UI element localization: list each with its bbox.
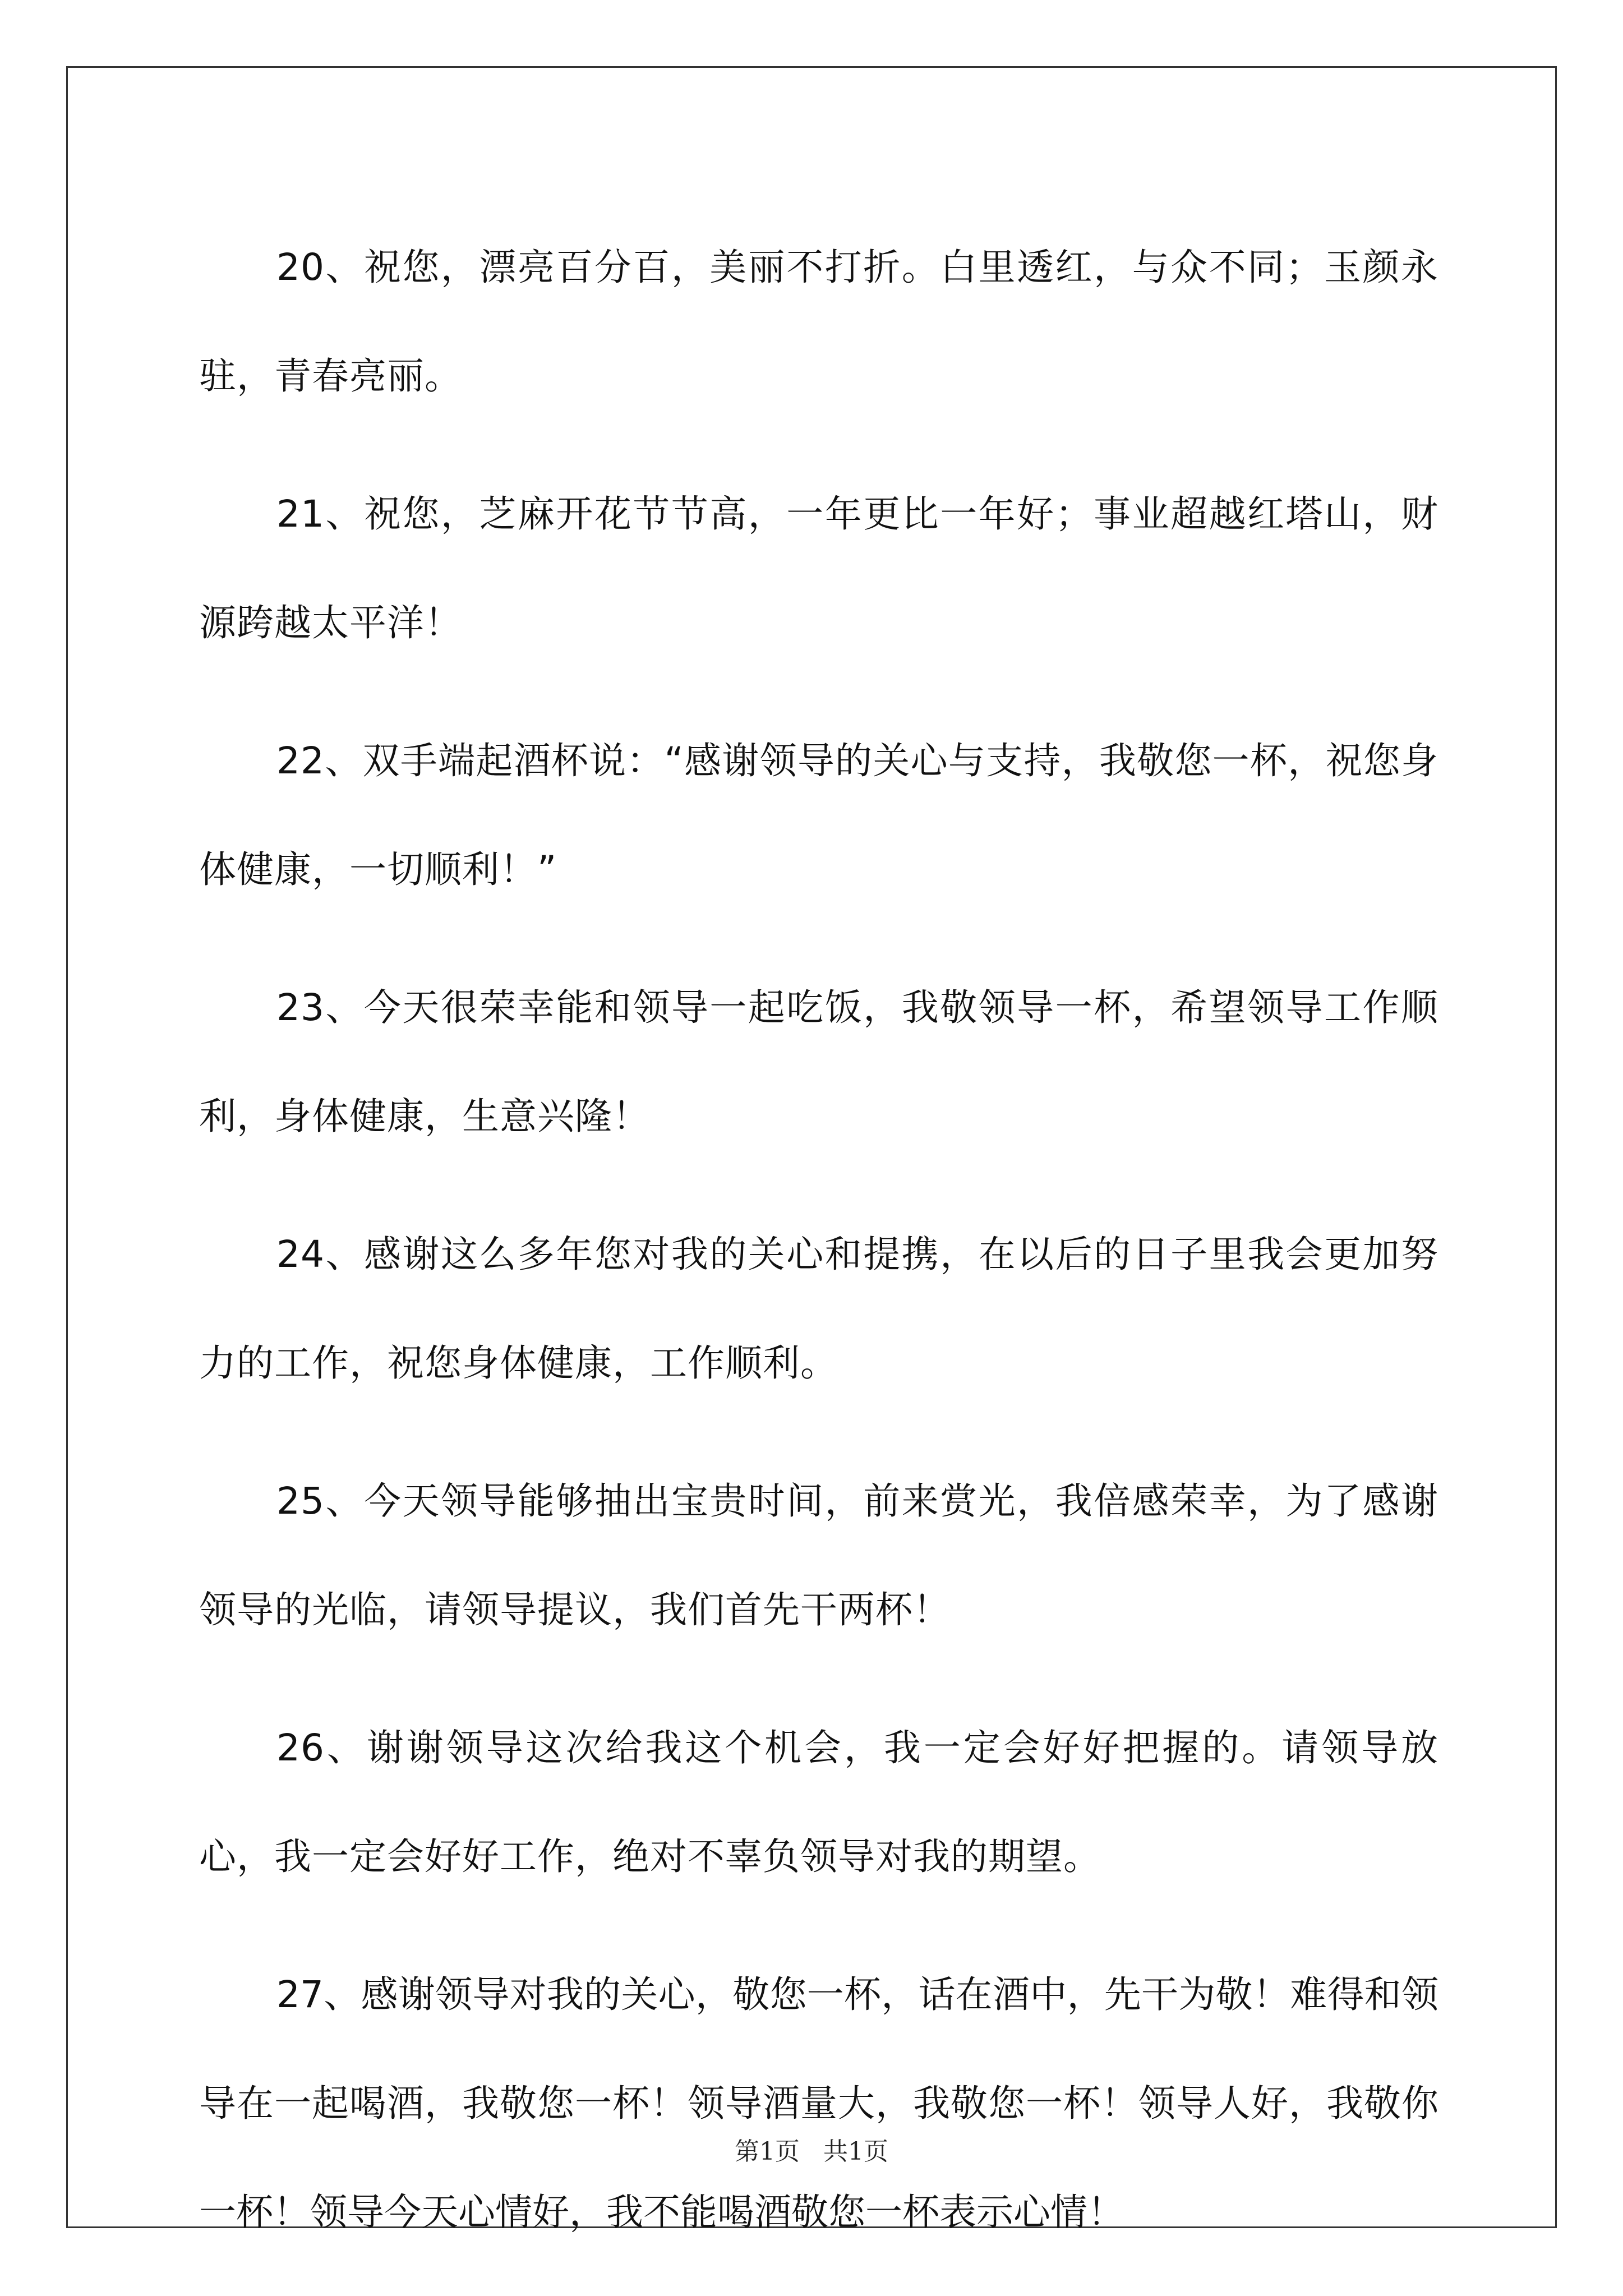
page-footer	[0, 2131, 1623, 2167]
paragraph-24: 24、感谢这么多年您对我的关心和提携，在以后的日子里我会更加努力的工作，祝您身体健康，工作顺利。	[199, 1233, 1438, 1385]
paragraph-26: 26、谢谢领导这次给我这个机会，我一定会好好把握的。请领导放心，我一定会好好工作，绝对不辜负领导对我的期望。	[199, 1726, 1438, 1878]
document-body	[199, 213, 1438, 2296]
paragraph-20: 20、祝您，漂亮百分百，美丽不打折。白里透红，与众不同；玉颜永驻，青春亮丽。	[199, 246, 1438, 398]
page-total: 共1页	[823, 2137, 888, 2166]
paragraph-22: 22、双手端起酒杯说：“感谢领导的关心与支持，我敬您一杯，祝您身体健康，一切顺利！”	[199, 739, 1438, 891]
paragraph-27: 27、感谢领导对我的关心，敬您一杯，话在酒中，先干为敬！难得和领导在一起喝酒，我敬您一杯！领导酒量大，我敬您一杯！领导人好，我敬你一杯！领导今天心情好，我不能喝酒敬您一杯表示心情！	[199, 1973, 1438, 2234]
page-number: 第1页	[735, 2137, 800, 2166]
paragraph-23: 23、今天很荣幸能和领导一起吃饭，我敬领导一杯，希望领导工作顺利，身体健康，生意兴隆！	[199, 986, 1438, 1138]
paragraph-25: 25、今天领导能够抽出宝贵时间，前来赏光，我倍感荣幸，为了感谢领导的光临，请领导提议，我们首先干两杯！	[199, 1479, 1438, 1631]
paragraph-21: 21、祝您，芝麻开花节节高，一年更比一年好；事业超越红塔山，财源跨越太平洋！	[199, 492, 1438, 644]
